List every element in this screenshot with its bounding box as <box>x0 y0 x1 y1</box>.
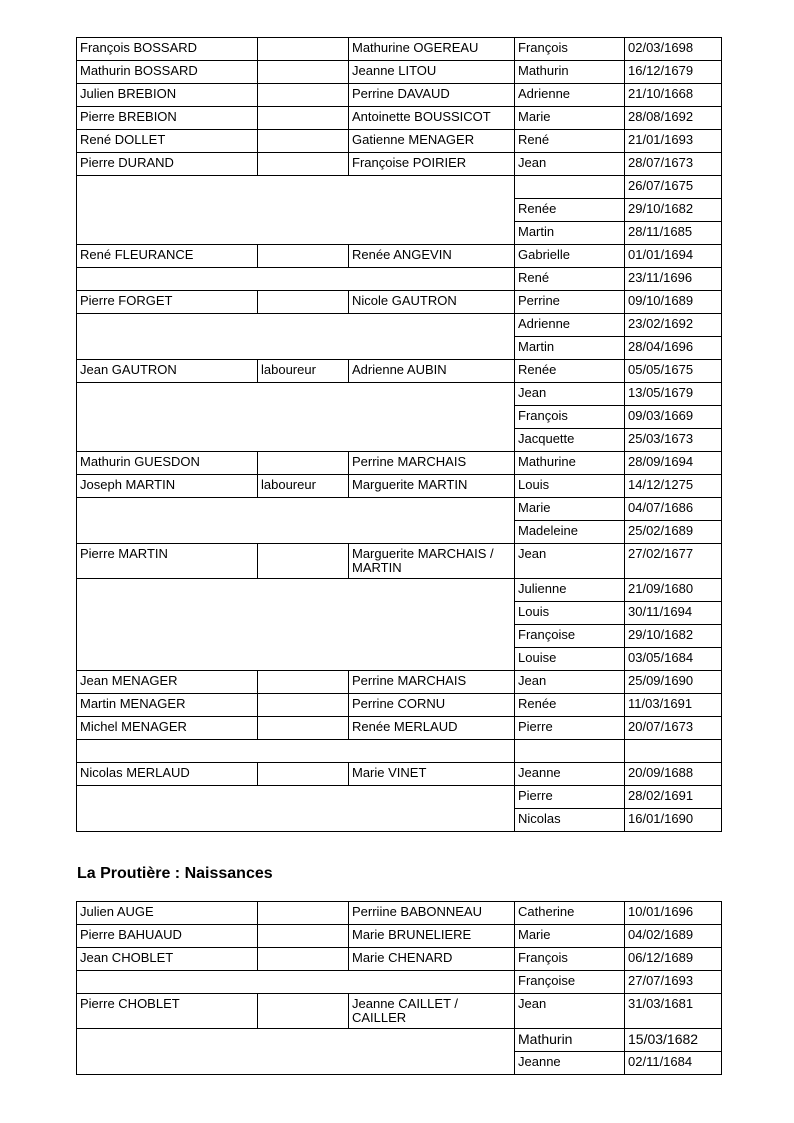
merged-blank-cell <box>77 314 515 360</box>
section-title: La Proutière : Naissances <box>77 865 273 882</box>
cell-father: Julien BREBION <box>77 84 258 107</box>
cell-mother: Perrine DAVAUD <box>349 84 515 107</box>
cell-occupation <box>258 38 349 61</box>
cell-father: Pierre BREBION <box>77 107 258 130</box>
table-row <box>77 925 722 948</box>
cell-date: 30/11/1694 <box>625 602 722 625</box>
cell-child: Pierre <box>515 717 625 740</box>
table-row <box>77 153 722 176</box>
cell-mother: Perrine MARCHAIS <box>349 671 515 694</box>
merged-blank-cell <box>77 176 515 245</box>
cell-child: Louis <box>515 602 625 625</box>
cell-child: Jean <box>515 153 625 176</box>
table-row <box>77 694 722 717</box>
cell-date: 23/11/1696 <box>625 268 722 291</box>
cell-date: 04/02/1689 <box>625 925 722 948</box>
cell-child: Adrienne <box>515 314 625 337</box>
cell-child: Pierre <box>515 786 625 809</box>
table-row <box>77 544 722 579</box>
table-row <box>77 671 722 694</box>
merged-blank-cell <box>77 268 515 291</box>
cell-date: 05/05/1675 <box>625 360 722 383</box>
cell-child: Jeanne <box>515 763 625 786</box>
cell-father: Mathurin GUESDON <box>77 452 258 475</box>
cell-date: 13/05/1679 <box>625 383 722 406</box>
table-row <box>77 579 722 602</box>
cell-date: 01/01/1694 <box>625 245 722 268</box>
cell-occupation: laboureur <box>258 475 349 498</box>
table-row <box>77 948 722 971</box>
cell-occupation <box>258 994 349 1029</box>
cell-date: 15/03/1682 <box>625 1029 722 1052</box>
cell-mother: Françoise POIRIER <box>349 153 515 176</box>
cell-father: Julien AUGE <box>77 902 258 925</box>
cell-child: Marie <box>515 498 625 521</box>
table-row <box>77 107 722 130</box>
cell-mother: Marguerite MARCHAIS / MARTIN <box>349 544 515 579</box>
cell-mother: Jeanne LITOU <box>349 61 515 84</box>
cell-child: Louise <box>515 648 625 671</box>
cell-child: Jean <box>515 994 625 1029</box>
table-row <box>77 84 722 107</box>
cell-date: 28/08/1692 <box>625 107 722 130</box>
cell-child: Adrienne <box>515 84 625 107</box>
table-row <box>77 268 722 291</box>
cell-mother: Renée MERLAUD <box>349 717 515 740</box>
cell-occupation <box>258 107 349 130</box>
merged-blank-cell <box>77 1029 515 1075</box>
cell-date: 04/07/1686 <box>625 498 722 521</box>
cell-date: 21/09/1680 <box>625 579 722 602</box>
cell-date: 02/03/1698 <box>625 38 722 61</box>
cell-father: Jean MENAGER <box>77 671 258 694</box>
cell-date: 27/02/1677 <box>625 544 722 579</box>
cell-date: 23/02/1692 <box>625 314 722 337</box>
table-row <box>77 38 722 61</box>
cell-child: Gabrielle <box>515 245 625 268</box>
cell-occupation <box>258 84 349 107</box>
cell-date: 20/09/1688 <box>625 763 722 786</box>
cell-child: François <box>515 948 625 971</box>
cell-occupation <box>258 544 349 579</box>
cell-occupation <box>258 153 349 176</box>
merged-blank-cell <box>77 786 515 832</box>
table-row <box>77 717 722 740</box>
cell-child: Louis <box>515 475 625 498</box>
table-row <box>77 902 722 925</box>
cell-child <box>515 740 625 763</box>
cell-father: Martin MENAGER <box>77 694 258 717</box>
cell-date: 16/12/1679 <box>625 61 722 84</box>
cell-father: René FLEURANCE <box>77 245 258 268</box>
cell-child: Marie <box>515 107 625 130</box>
cell-mother: Marie CHENARD <box>349 948 515 971</box>
cell-father: Jean CHOBLET <box>77 948 258 971</box>
table-row <box>77 971 722 994</box>
cell-father: Jean GAUTRON <box>77 360 258 383</box>
cell-mother: Mathurine OGEREAU <box>349 38 515 61</box>
cell-father: Pierre FORGET <box>77 291 258 314</box>
cell-father: François BOSSARD <box>77 38 258 61</box>
cell-mother: Perrine MARCHAIS <box>349 452 515 475</box>
cell-occupation: laboureur <box>258 360 349 383</box>
cell-child: Françoise <box>515 625 625 648</box>
cell-date: 28/04/1696 <box>625 337 722 360</box>
cell-child: Jacquette <box>515 429 625 452</box>
cell-date: 28/02/1691 <box>625 786 722 809</box>
table-row <box>77 452 722 475</box>
cell-occupation <box>258 902 349 925</box>
cell-father: Pierre CHOBLET <box>77 994 258 1029</box>
cell-child: Martin <box>515 337 625 360</box>
cell-occupation <box>258 925 349 948</box>
cell-child: René <box>515 130 625 153</box>
merged-blank-cell <box>77 498 515 544</box>
table-row <box>77 245 722 268</box>
cell-child: François <box>515 38 625 61</box>
cell-mother: Perrine CORNU <box>349 694 515 717</box>
cell-child: Mathurin <box>515 1029 625 1052</box>
cell-child: Mathurin <box>515 61 625 84</box>
cell-date: 20/07/1673 <box>625 717 722 740</box>
cell-mother: Perriine BABONNEAU <box>349 902 515 925</box>
cell-date: 28/09/1694 <box>625 452 722 475</box>
cell-mother: Gatienne MENAGER <box>349 130 515 153</box>
cell-father: Pierre BAHUAUD <box>77 925 258 948</box>
cell-father: Pierre MARTIN <box>77 544 258 579</box>
cell-date: 26/07/1675 <box>625 176 722 199</box>
cell-child: Julienne <box>515 579 625 602</box>
cell-child: Perrine <box>515 291 625 314</box>
cell-occupation <box>258 291 349 314</box>
cell-father: Michel MENAGER <box>77 717 258 740</box>
table-row <box>77 740 722 763</box>
cell-date: 25/03/1673 <box>625 429 722 452</box>
table-row <box>77 1029 722 1052</box>
cell-date: 29/10/1682 <box>625 199 722 222</box>
cell-father: René DOLLET <box>77 130 258 153</box>
cell-occupation <box>258 948 349 971</box>
cell-child: Jean <box>515 383 625 406</box>
cell-child: Renée <box>515 694 625 717</box>
cell-child: René <box>515 268 625 291</box>
merged-blank-cell <box>77 383 515 452</box>
cell-father: Nicolas MERLAUD <box>77 763 258 786</box>
table-row <box>77 383 722 406</box>
cell-mother: Antoinette BOUSSICOT <box>349 107 515 130</box>
cell-child: Mathurine <box>515 452 625 475</box>
cell-occupation <box>258 245 349 268</box>
cell-occupation <box>258 671 349 694</box>
cell-occupation <box>258 717 349 740</box>
cell-mother: Marie BRUNELIERE <box>349 925 515 948</box>
cell-mother: Adrienne AUBIN <box>349 360 515 383</box>
baptism-table <box>76 37 722 832</box>
cell-date: 25/09/1690 <box>625 671 722 694</box>
cell-father: Mathurin BOSSARD <box>77 61 258 84</box>
cell-child: Jean <box>515 544 625 579</box>
cell-child: Martin <box>515 222 625 245</box>
table-row <box>77 475 722 498</box>
cell-mother: Marguerite MARTIN <box>349 475 515 498</box>
cell-date: 16/01/1690 <box>625 809 722 832</box>
cell-child: Renée <box>515 199 625 222</box>
cell-occupation <box>258 763 349 786</box>
cell-child: Marie <box>515 925 625 948</box>
cell-child: François <box>515 406 625 429</box>
cell-date: 27/07/1693 <box>625 971 722 994</box>
cell-father: Pierre DURAND <box>77 153 258 176</box>
cell-date: 25/02/1689 <box>625 521 722 544</box>
births-table <box>76 901 722 1075</box>
cell-child: Jeanne <box>515 1052 625 1075</box>
cell-mother: Renée ANGEVIN <box>349 245 515 268</box>
cell-mother: Marie VINET <box>349 763 515 786</box>
cell-child: Renée <box>515 360 625 383</box>
cell-child: Catherine <box>515 902 625 925</box>
cell-date: 09/10/1689 <box>625 291 722 314</box>
merged-blank-cell <box>77 579 515 671</box>
cell-mother: Jeanne CAILLET / CAILLER <box>349 994 515 1029</box>
merged-blank-cell <box>77 971 515 994</box>
cell-date: 14/12/1275 <box>625 475 722 498</box>
table-row <box>77 130 722 153</box>
table-row <box>77 61 722 84</box>
cell-occupation <box>258 61 349 84</box>
cell-date: 21/10/1668 <box>625 84 722 107</box>
table-row <box>77 498 722 521</box>
cell-date: 09/03/1669 <box>625 406 722 429</box>
cell-date: 29/10/1682 <box>625 625 722 648</box>
cell-child: Françoise <box>515 971 625 994</box>
table-row <box>77 994 722 1029</box>
table-row <box>77 360 722 383</box>
cell-date: 31/03/1681 <box>625 994 722 1029</box>
cell-date: 21/01/1693 <box>625 130 722 153</box>
table-row <box>77 291 722 314</box>
table-row <box>77 763 722 786</box>
cell-father: Joseph MARTIN <box>77 475 258 498</box>
cell-mother: Nicole GAUTRON <box>349 291 515 314</box>
merged-blank-cell <box>77 740 515 763</box>
table-row <box>77 176 722 199</box>
cell-child: Madeleine <box>515 521 625 544</box>
cell-occupation <box>258 130 349 153</box>
cell-date: 28/07/1673 <box>625 153 722 176</box>
cell-date: 10/01/1696 <box>625 902 722 925</box>
cell-child <box>515 176 625 199</box>
cell-date: 11/03/1691 <box>625 694 722 717</box>
cell-date: 03/05/1684 <box>625 648 722 671</box>
cell-date <box>625 740 722 763</box>
cell-occupation <box>258 694 349 717</box>
cell-date: 06/12/1689 <box>625 948 722 971</box>
cell-child: Jean <box>515 671 625 694</box>
table-row <box>77 786 722 809</box>
cell-child: Nicolas <box>515 809 625 832</box>
table-row <box>77 314 722 337</box>
cell-date: 28/11/1685 <box>625 222 722 245</box>
cell-date: 02/11/1684 <box>625 1052 722 1075</box>
cell-occupation <box>258 452 349 475</box>
